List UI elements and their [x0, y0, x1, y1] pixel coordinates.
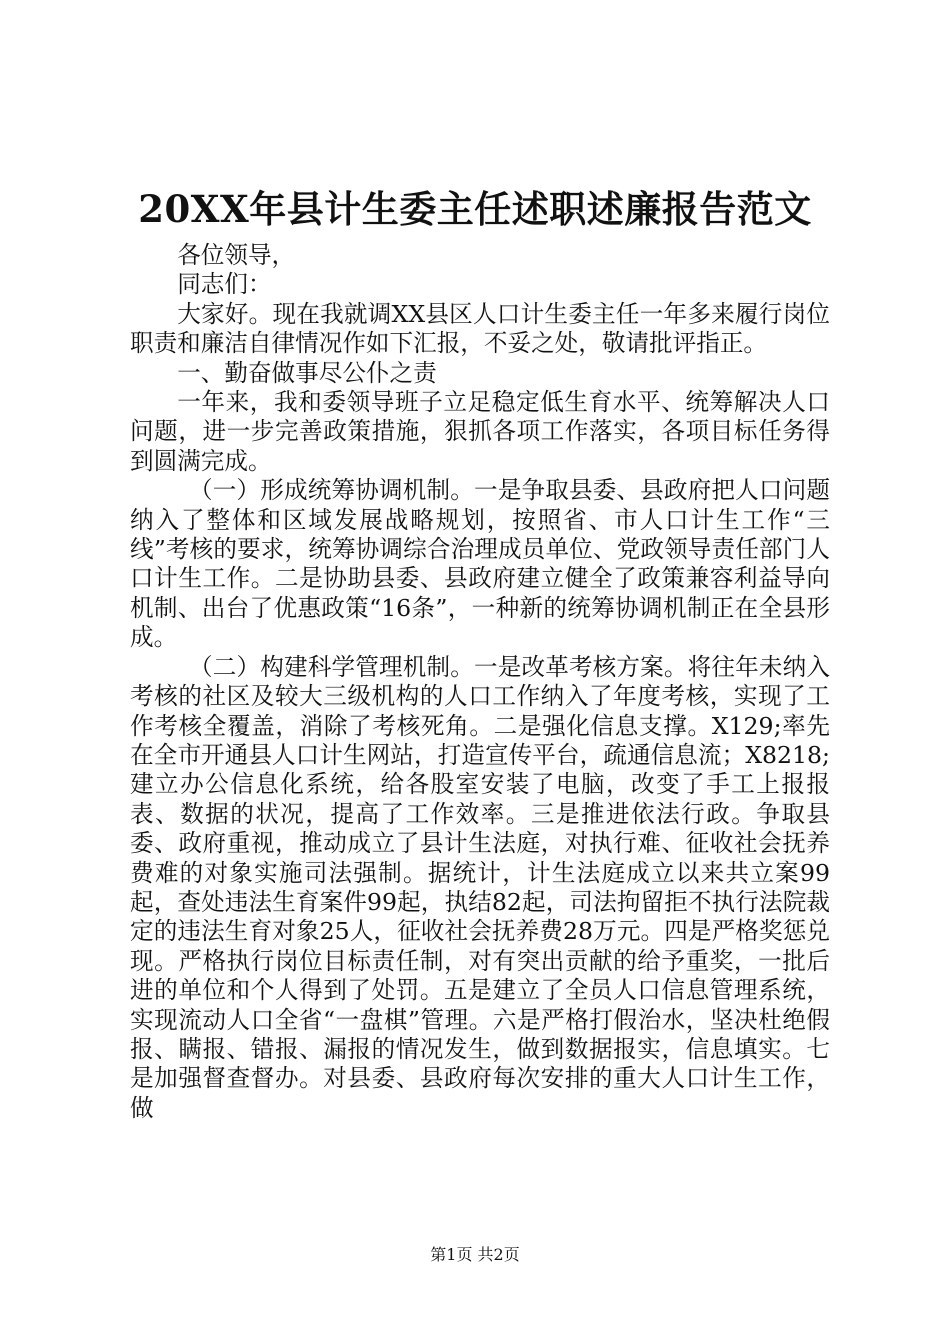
page-footer: 第1页 共2页	[430, 1245, 520, 1264]
summary-paragraph: 一年来，我和委领导班子立足稳定低生育水平、统筹解决人口问题，进一步完善政策措施，狠抓各项工作落实，各项目标任务得到圆满完成。	[130, 388, 830, 475]
intro-paragraph: 大家好。现在我就调XX县区人口计生委主任一年多来履行岗位职责和廉洁自律情况作如下汇报，不妥之处，敬请批评指正。	[130, 299, 830, 358]
item-coordination-mechanism: （一）形成统筹协调机制。一是争取县委、县政府把人口问题纳入了整体和区域发展战略规划，按照省、市人口计生工作“三线”考核的要求，统筹协调综合治理成员单位、党政领导责任部门人口计生工作。二是协助县委、县政府建立健全了政策兼容利益导向机制、出台了优惠政策“16条”，一种新的统筹协调机制正在全县形成。	[130, 476, 830, 652]
document-title: 20XX年县计生委主任述职述廉报告范文	[138, 187, 812, 231]
item-management-mechanism: （二）构建科学管理机制。一是改革考核方案。将往年未纳入考核的社区及较大三级机构的人口工作纳入了年度考核，实现了工作考核全覆盖，消除了考核死角。二是强化信息支撑。X129;率先在全市开通县人口计生网站，打造宣传平台，疏通信息流；X8218;建立办公信息化系统，给各股室安装了电脑，改变了手工上报报表、数据的状况，提高了工作效率。三是推进依法行政。争取县委、政府重视，推动成立了县计生法庭，对执行难、征收社会抚养费难的对象实施司法强制。据统计，计生法庭成立以来共立案99起，查处违法生育案件99起，执结82起，司法拘留拒不执行法院裁定的违法生育对象25人，征收社会抚养费28万元。四是严格奖惩兑现。严格执行岗位目标责任制，对有突出贡献的给予重奖，一批后进的单位和个人得到了处罚。五是建立了全员人口信息管理系统，实现流动人口全省“一盘棋”管理。六是严格打假治水，坚决杜绝假报、瞒报、错报、漏报的情况发生，做到数据报实，信息填实。七是加强督查督办。对县委、县政府每次安排的重大人口计生工作，做	[130, 652, 830, 1122]
section-heading: 一、勤奋做事尽公仆之责	[177, 358, 437, 387]
document-body	[130, 241, 830, 1123]
salutation-comrades: 同志们：	[177, 270, 272, 299]
salutation-leaders: 各位领导，	[177, 241, 296, 269]
